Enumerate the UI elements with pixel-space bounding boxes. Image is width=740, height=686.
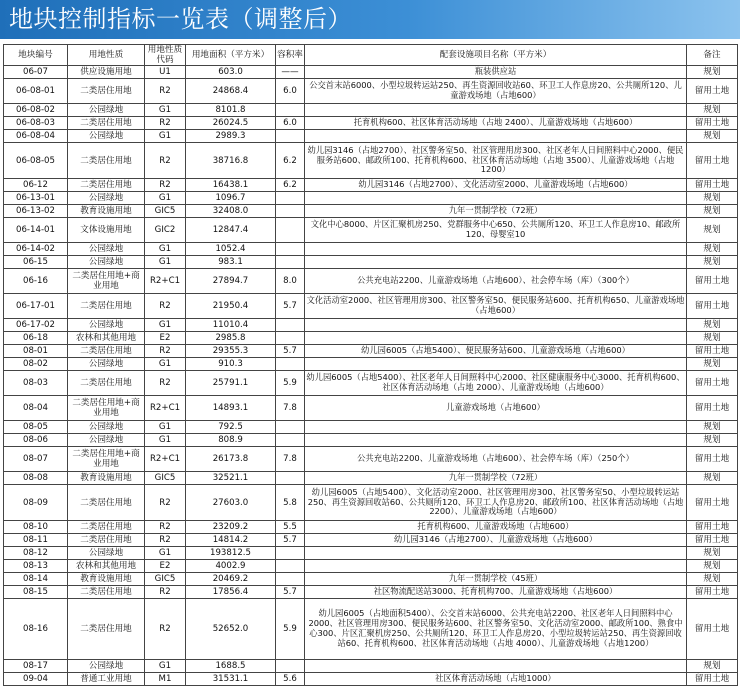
cell-land-use: 二类居住用地 [68, 294, 145, 319]
cell-floor-area-ratio: 5.7 [276, 345, 305, 358]
cell-note: 规划 [687, 560, 738, 573]
cell-floor-area-ratio [276, 573, 305, 586]
cell-facilities: 幼儿园6005（占地面积5400）、公交首末站6000、公共充电站2200、社区老年人日间照料中心2000、社区管理用房300、便民服务站600、社区警务室50、文化活动室2000、邮政所100、熟食中心300、片区汇聚机房250、公共厕所120、环卫工人作息房20、小型垃圾转运站250、再生资源回收站60、托育机构600、社区体育活动场地（占地 4000）、儿童游戏场地（占地1200） [305, 599, 687, 660]
cell-facilities: 公共充电站2200、儿童游戏场地（占地600）、社会停车场（库）（250个） [305, 447, 687, 472]
land-control-table-wrapper [3, 44, 737, 686]
cell-note: 留用土地 [687, 269, 738, 294]
cell-land-use-code: R2 [145, 117, 186, 130]
cell-land-use: 公园绿地 [68, 660, 145, 673]
cell-plot-id: 08-12 [4, 547, 68, 560]
cell-facilities: 社区体育活动场地（占地1000） [305, 673, 687, 686]
cell-facilities [305, 130, 687, 143]
cell-floor-area-ratio [276, 205, 305, 218]
cell-note: 规划 [687, 192, 738, 205]
cell-note: 规划 [687, 130, 738, 143]
cell-note: 规划 [687, 104, 738, 117]
cell-land-use-code: R2 [145, 586, 186, 599]
cell-note: 规划 [687, 547, 738, 560]
cell-note: 留用土地 [687, 673, 738, 686]
cell-facilities [305, 421, 687, 434]
table-row [4, 79, 738, 104]
cell-land-use: 二类居住用地 [68, 586, 145, 599]
cell-plot-id: 06-14-01 [4, 218, 68, 243]
cell-land-area: 1052.4 [186, 243, 276, 256]
cell-land-use: 二类居住用地 [68, 534, 145, 547]
cell-facilities: 幼儿园6005（占地5400）、文化活动室2000、社区管理用房300、社区警务室50、小型垃圾转运站250、再生资源回收站60、公共厕所120、环卫工人作息房20、邮政所100、社区体育活动场地（占地 2200）、儿童游戏场地（占地600） [305, 485, 687, 521]
cell-floor-area-ratio: 5.7 [276, 294, 305, 319]
cell-plot-id: 06-14-02 [4, 243, 68, 256]
table-row [4, 117, 738, 130]
cell-land-area: 11010.4 [186, 319, 276, 332]
cell-land-use: 农林和其他用地 [68, 332, 145, 345]
header-land-area: 用地面积（平方米） [186, 45, 276, 66]
cell-note: 规划 [687, 434, 738, 447]
cell-land-area: 14893.1 [186, 396, 276, 421]
cell-note: 留用土地 [687, 371, 738, 396]
cell-note: 规划 [687, 421, 738, 434]
cell-note: 规划 [687, 66, 738, 79]
cell-land-area: 17856.4 [186, 586, 276, 599]
cell-floor-area-ratio [276, 547, 305, 560]
cell-note: 规划 [687, 243, 738, 256]
cell-land-use-code: G1 [145, 192, 186, 205]
cell-facilities: 托育机构600、儿童游戏场地（占地600） [305, 521, 687, 534]
cell-plot-id: 06-18 [4, 332, 68, 345]
cell-land-use-code: G1 [145, 660, 186, 673]
cell-land-area: 2985.8 [186, 332, 276, 345]
cell-land-use: 供应设施用地 [68, 66, 145, 79]
cell-plot-id: 06-17-01 [4, 294, 68, 319]
cell-land-use: 公园绿地 [68, 243, 145, 256]
cell-land-use-code: R2 [145, 345, 186, 358]
cell-floor-area-ratio [276, 332, 305, 345]
cell-facilities: 幼儿园6005（占地5400）、社区老年人日间照料中心2000、社区健康服务中心3000、托育机构600、社区体育活动场地（占地 2000）、儿童游戏场地（占地600） [305, 371, 687, 396]
cell-note: 留用土地 [687, 143, 738, 179]
cell-land-use-code: G1 [145, 434, 186, 447]
cell-floor-area-ratio [276, 434, 305, 447]
cell-floor-area-ratio [276, 130, 305, 143]
table-row [4, 472, 738, 485]
table-row [4, 130, 738, 143]
cell-note: 规划 [687, 660, 738, 673]
cell-plot-id: 08-07 [4, 447, 68, 472]
cell-floor-area-ratio [276, 319, 305, 332]
cell-floor-area-ratio: 5.5 [276, 521, 305, 534]
table-row [4, 371, 738, 396]
cell-land-use: 公园绿地 [68, 130, 145, 143]
cell-land-use-code: M1 [145, 673, 186, 686]
cell-floor-area-ratio: 7.8 [276, 447, 305, 472]
header-facilities: 配套设施项目名称（平方米） [305, 45, 687, 66]
table-row [4, 421, 738, 434]
table-row [4, 143, 738, 179]
cell-land-area: 983.1 [186, 256, 276, 269]
cell-land-use: 公园绿地 [68, 421, 145, 434]
cell-facilities [305, 332, 687, 345]
cell-facilities: 幼儿园3146（占地2700）、社区警务室50、社区管理用房300、社区老年人日间照料中心2000、便民服务站600、邮政所100、托育机构600、社区体育活动场地（占地 3500）、儿童游戏场地（占地1200） [305, 143, 687, 179]
cell-facilities: 九年一贯制学校（45班） [305, 573, 687, 586]
cell-plot-id: 06-13-02 [4, 205, 68, 218]
cell-land-area: 808.9 [186, 434, 276, 447]
table-row [4, 179, 738, 192]
cell-floor-area-ratio [276, 358, 305, 371]
cell-floor-area-ratio [276, 472, 305, 485]
cell-plot-id: 06-12 [4, 179, 68, 192]
table-row [4, 345, 738, 358]
cell-land-use-code: G1 [145, 243, 186, 256]
cell-facilities [305, 547, 687, 560]
cell-land-use-code: G1 [145, 358, 186, 371]
cell-plot-id: 08-02 [4, 358, 68, 371]
cell-plot-id: 06-15 [4, 256, 68, 269]
cell-plot-id: 08-05 [4, 421, 68, 434]
table-header-row [4, 45, 738, 66]
cell-floor-area-ratio: 6.0 [276, 79, 305, 104]
cell-land-use: 二类居住用地 [68, 117, 145, 130]
cell-land-use-code: G1 [145, 130, 186, 143]
cell-land-area: 14814.2 [186, 534, 276, 547]
cell-land-area: 24868.4 [186, 79, 276, 104]
cell-land-area: 31531.1 [186, 673, 276, 686]
table-row [4, 294, 738, 319]
cell-land-use-code: R2 [145, 371, 186, 396]
cell-note: 规划 [687, 205, 738, 218]
cell-land-area: 792.5 [186, 421, 276, 434]
cell-plot-id: 08-09 [4, 485, 68, 521]
table-row [4, 447, 738, 472]
cell-land-use-code: R2 [145, 599, 186, 660]
cell-land-use-code: G1 [145, 104, 186, 117]
cell-land-use-code: G1 [145, 421, 186, 434]
header-floor-area-ratio: 容积率 [276, 45, 305, 66]
cell-land-use-code: R2 [145, 79, 186, 104]
header-land-use: 用地性质 [68, 45, 145, 66]
cell-note: 规划 [687, 573, 738, 586]
cell-land-use-code: R2 [145, 179, 186, 192]
cell-land-use-code: GIC5 [145, 573, 186, 586]
cell-note: 留用土地 [687, 485, 738, 521]
cell-plot-id: 06-13-01 [4, 192, 68, 205]
cell-note: 留用土地 [687, 294, 738, 319]
table-row [4, 192, 738, 205]
cell-land-area: 25791.1 [186, 371, 276, 396]
header-note: 备注 [687, 45, 738, 66]
cell-plot-id: 08-08 [4, 472, 68, 485]
cell-land-area: 26173.8 [186, 447, 276, 472]
cell-plot-id: 08-16 [4, 599, 68, 660]
cell-floor-area-ratio: 8.0 [276, 269, 305, 294]
cell-land-use-code: E2 [145, 560, 186, 573]
cell-plot-id: 08-17 [4, 660, 68, 673]
table-row [4, 586, 738, 599]
table-row [4, 319, 738, 332]
cell-land-use: 文体设施用地 [68, 218, 145, 243]
cell-facilities: 九年一贯制学校（72班） [305, 472, 687, 485]
cell-land-use-code: GIC5 [145, 205, 186, 218]
cell-land-use: 二类居住用地 [68, 143, 145, 179]
land-control-table [3, 44, 738, 686]
cell-facilities [305, 358, 687, 371]
cell-land-use-code: R2 [145, 521, 186, 534]
cell-land-area: 23209.2 [186, 521, 276, 534]
cell-facilities: 公共充电站2200、儿童游戏场地（占地600）、社会停车场（库）（300个） [305, 269, 687, 294]
cell-land-use-code: R2+C1 [145, 396, 186, 421]
cell-floor-area-ratio: 5.7 [276, 534, 305, 547]
cell-plot-id: 08-06 [4, 434, 68, 447]
cell-facilities [305, 660, 687, 673]
cell-facilities: 文化中心8000、片区汇聚机房250、党群服务中心650、公共厕所120、环卫工人作息房10、邮政所120、母婴室10 [305, 218, 687, 243]
cell-land-area: 20469.2 [186, 573, 276, 586]
cell-plot-id: 06-08-01 [4, 79, 68, 104]
table-row [4, 256, 738, 269]
cell-land-use: 公园绿地 [68, 192, 145, 205]
cell-note: 规划 [687, 332, 738, 345]
cell-floor-area-ratio: 7.8 [276, 396, 305, 421]
cell-land-area: 12847.4 [186, 218, 276, 243]
cell-floor-area-ratio [276, 660, 305, 673]
table-row [4, 66, 738, 79]
cell-note: 留用土地 [687, 345, 738, 358]
header-land-use-code: 用地性质代码 [145, 45, 186, 66]
table-row [4, 673, 738, 686]
cell-land-area: 32521.1 [186, 472, 276, 485]
table-row [4, 434, 738, 447]
cell-floor-area-ratio: 5.9 [276, 371, 305, 396]
cell-facilities [305, 256, 687, 269]
cell-plot-id: 06-08-05 [4, 143, 68, 179]
cell-plot-id: 08-03 [4, 371, 68, 396]
cell-facilities: 儿童游戏场地（占地600） [305, 396, 687, 421]
cell-note: 规划 [687, 218, 738, 243]
cell-floor-area-ratio [276, 104, 305, 117]
cell-land-use-code: E2 [145, 332, 186, 345]
cell-land-area: 27603.0 [186, 485, 276, 521]
cell-plot-id: 08-11 [4, 534, 68, 547]
cell-land-use: 二类居住用地 [68, 179, 145, 192]
cell-land-use-code: R2 [145, 534, 186, 547]
cell-facilities: 九年一贯制学校（72班） [305, 205, 687, 218]
cell-land-use-code: G1 [145, 256, 186, 269]
table-row [4, 218, 738, 243]
cell-land-use: 教育设施用地 [68, 205, 145, 218]
cell-land-use: 普通工业用地 [68, 673, 145, 686]
cell-land-area: 26024.5 [186, 117, 276, 130]
table-row [4, 660, 738, 673]
cell-land-use: 公园绿地 [68, 434, 145, 447]
cell-floor-area-ratio: 6.2 [276, 179, 305, 192]
cell-facilities: 幼儿园6005（占地5400）、便民服务站600、儿童游戏场地（占地600） [305, 345, 687, 358]
cell-note: 留用土地 [687, 79, 738, 104]
cell-land-use: 教育设施用地 [68, 472, 145, 485]
cell-land-use-code: G1 [145, 547, 186, 560]
table-row [4, 332, 738, 345]
cell-facilities [305, 560, 687, 573]
table-row [4, 396, 738, 421]
cell-land-area: 21950.4 [186, 294, 276, 319]
cell-land-area: 603.0 [186, 66, 276, 79]
cell-floor-area-ratio: —— [276, 66, 305, 79]
cell-land-use-code: R2 [145, 294, 186, 319]
cell-facilities [305, 192, 687, 205]
cell-note: 规划 [687, 472, 738, 485]
table-row [4, 104, 738, 117]
cell-plot-id: 08-14 [4, 573, 68, 586]
cell-land-use-code: R2 [145, 485, 186, 521]
cell-land-area: 2989.3 [186, 130, 276, 143]
cell-note: 规划 [687, 358, 738, 371]
cell-land-use: 公园绿地 [68, 256, 145, 269]
cell-facilities: 幼儿园3146（占地2700）、文化活动室2000、儿童游戏场地（占地600） [305, 179, 687, 192]
cell-land-use: 二类居住用地 [68, 371, 145, 396]
cell-land-use: 农林和其他用地 [68, 560, 145, 573]
cell-land-area: 193812.5 [186, 547, 276, 560]
cell-facilities [305, 243, 687, 256]
cell-floor-area-ratio: 5.6 [276, 673, 305, 686]
cell-plot-id: 06-08-04 [4, 130, 68, 143]
cell-note: 留用土地 [687, 179, 738, 192]
table-row [4, 269, 738, 294]
cell-land-use: 二类居住用地+商业用地 [68, 396, 145, 421]
cell-land-area: 1688.5 [186, 660, 276, 673]
cell-floor-area-ratio [276, 560, 305, 573]
cell-land-use-code: R2+C1 [145, 269, 186, 294]
cell-plot-id: 08-01 [4, 345, 68, 358]
cell-plot-id: 06-07 [4, 66, 68, 79]
cell-floor-area-ratio [276, 421, 305, 434]
cell-note: 留用土地 [687, 534, 738, 547]
cell-note: 留用土地 [687, 521, 738, 534]
cell-land-area: 8101.8 [186, 104, 276, 117]
table-row [4, 547, 738, 560]
page-title: 地块控制指标一览表（调整后） [9, 5, 352, 33]
cell-plot-id: 08-15 [4, 586, 68, 599]
cell-land-use: 二类居住用地 [68, 521, 145, 534]
cell-land-use: 教育设施用地 [68, 573, 145, 586]
cell-floor-area-ratio [276, 243, 305, 256]
header-plot-id: 地块编号 [4, 45, 68, 66]
table-row [4, 573, 738, 586]
cell-land-area: 4002.9 [186, 560, 276, 573]
cell-land-use: 公园绿地 [68, 358, 145, 371]
cell-plot-id: 06-08-03 [4, 117, 68, 130]
cell-land-area: 52652.0 [186, 599, 276, 660]
cell-land-use: 公园绿地 [68, 547, 145, 560]
cell-floor-area-ratio: 5.9 [276, 599, 305, 660]
cell-plot-id: 06-08-02 [4, 104, 68, 117]
cell-facilities: 幼儿园3146（占地2700）、儿童游戏场地（占地600） [305, 534, 687, 547]
cell-land-use: 二类居住用地 [68, 599, 145, 660]
cell-land-use-code: R2 [145, 143, 186, 179]
cell-note: 规划 [687, 319, 738, 332]
cell-land-use: 二类居住用地+商业用地 [68, 269, 145, 294]
cell-floor-area-ratio: 6.2 [276, 143, 305, 179]
cell-note: 留用土地 [687, 117, 738, 130]
cell-facilities [305, 434, 687, 447]
table-row [4, 243, 738, 256]
cell-land-use-code: GIC2 [145, 218, 186, 243]
cell-land-use: 二类居住用地+商业用地 [68, 447, 145, 472]
cell-note: 留用土地 [687, 599, 738, 660]
cell-facilities [305, 319, 687, 332]
cell-floor-area-ratio: 5.7 [276, 586, 305, 599]
cell-land-use: 公园绿地 [68, 104, 145, 117]
table-row [4, 485, 738, 521]
cell-note: 留用土地 [687, 447, 738, 472]
cell-land-use-code: R2+C1 [145, 447, 186, 472]
cell-land-use: 公园绿地 [68, 319, 145, 332]
cell-land-area: 1096.7 [186, 192, 276, 205]
cell-floor-area-ratio [276, 256, 305, 269]
cell-land-use-code: G1 [145, 319, 186, 332]
cell-facilities: 瓶装供应站 [305, 66, 687, 79]
cell-plot-id: 08-04 [4, 396, 68, 421]
table-row [4, 560, 738, 573]
cell-plot-id: 06-17-02 [4, 319, 68, 332]
cell-note: 留用土地 [687, 586, 738, 599]
table-body [4, 66, 738, 686]
cell-land-use-code: U1 [145, 66, 186, 79]
cell-note: 规划 [687, 256, 738, 269]
table-row [4, 521, 738, 534]
cell-facilities: 社区物流配送站3000、托育机构700、儿童游戏场地（占地600） [305, 586, 687, 599]
cell-floor-area-ratio [276, 218, 305, 243]
cell-floor-area-ratio: 5.8 [276, 485, 305, 521]
cell-land-use: 二类居住用地 [68, 79, 145, 104]
cell-facilities [305, 104, 687, 117]
cell-land-area: 38716.8 [186, 143, 276, 179]
cell-facilities: 托育机构600、社区体育活动场地（占地 2400）、儿童游戏场地（占地600） [305, 117, 687, 130]
cell-floor-area-ratio [276, 192, 305, 205]
table-row [4, 358, 738, 371]
cell-plot-id: 09-04 [4, 673, 68, 686]
cell-land-area: 27894.7 [186, 269, 276, 294]
title-banner [0, 0, 740, 39]
cell-note: 留用土地 [687, 396, 738, 421]
cell-land-area: 32408.0 [186, 205, 276, 218]
cell-land-use: 二类居住用地 [68, 485, 145, 521]
table-row [4, 205, 738, 218]
cell-land-area: 16438.1 [186, 179, 276, 192]
cell-plot-id: 06-16 [4, 269, 68, 294]
cell-facilities: 公交首末站6000、小型垃圾转运站250、再生资源回收站60、环卫工人作息房20、公共厕所120、儿童游戏场地（占地600） [305, 79, 687, 104]
cell-land-area: 910.3 [186, 358, 276, 371]
cell-plot-id: 08-10 [4, 521, 68, 534]
cell-land-use-code: GIC5 [145, 472, 186, 485]
cell-plot-id: 08-13 [4, 560, 68, 573]
cell-floor-area-ratio: 6.0 [276, 117, 305, 130]
cell-land-area: 29355.3 [186, 345, 276, 358]
cell-land-use: 二类居住用地 [68, 345, 145, 358]
table-row [4, 534, 738, 547]
cell-facilities: 文化活动室2000、社区管理用房300、社区警务室50、便民服务站600、托育机构650、儿童游戏场地（占地600） [305, 294, 687, 319]
table-row [4, 599, 738, 660]
